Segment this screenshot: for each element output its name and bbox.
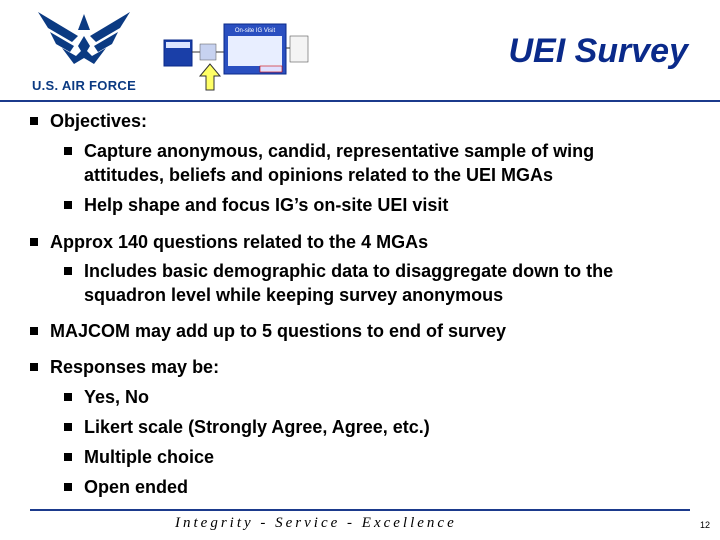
bullet-marker [30, 363, 38, 371]
sub-bullet-capture-cont: attitudes, beliefs and opinions related to the UEI MGAs [84, 165, 554, 185]
sub-bullet-marker [64, 453, 72, 461]
logo-wordmark: U.S. AIR FORCE [31, 78, 137, 93]
bullet-marker [30, 117, 38, 125]
footer-divider [30, 509, 690, 511]
page-title: UEI Survey [508, 32, 688, 70]
sub-bullet-marker [64, 393, 72, 401]
sub-bullet-help-shape: Help shape and focus IG’s on-site UEI visit [84, 195, 449, 215]
footer-motto: Integrity - Service - Excellence [175, 515, 457, 531]
up-arrow-icon [200, 64, 220, 90]
usaf-wings-icon [28, 6, 140, 78]
page-number: 12 [699, 520, 710, 530]
sub-bullet-demographic: Includes basic demographic data to disaggregate down to the [84, 261, 614, 281]
sub-bullet-multiple-choice: Multiple choice [84, 447, 215, 467]
sub-bullet-marker [64, 483, 72, 491]
bullet-majcom: MAJCOM may add up to 5 questions to end of survey [50, 321, 507, 341]
usaf-logo [28, 6, 140, 96]
sub-bullet-capture: Capture anonymous, candid, representative sample of wing [84, 141, 595, 161]
sub-bullet-yes-no: Yes, No [84, 387, 150, 407]
sub-bullet-open-ended: Open ended [84, 477, 189, 497]
sub-bullet-marker [64, 423, 72, 431]
bullet-responses: Responses may be: [50, 357, 220, 377]
sub-bullet-marker [64, 147, 72, 155]
bullet-objectives: Objectives: [50, 111, 148, 131]
sub-bullet-marker [64, 267, 72, 275]
process-flow-thumbnail [160, 18, 310, 92]
sub-bullet-marker [64, 201, 72, 209]
bullet-questions: Approx 140 questions related to the 4 MGAs [50, 232, 429, 252]
sub-bullet-demographic-cont: squadron level while keeping survey anonymous [84, 285, 504, 305]
header-divider [0, 100, 720, 102]
sub-bullet-likert: Likert scale (Strongly Agree, Agree, etc.) [84, 417, 430, 437]
flow-box-label: On-site IG Visit [234, 28, 276, 34]
bullet-marker [30, 327, 38, 335]
bullet-marker [30, 238, 38, 246]
